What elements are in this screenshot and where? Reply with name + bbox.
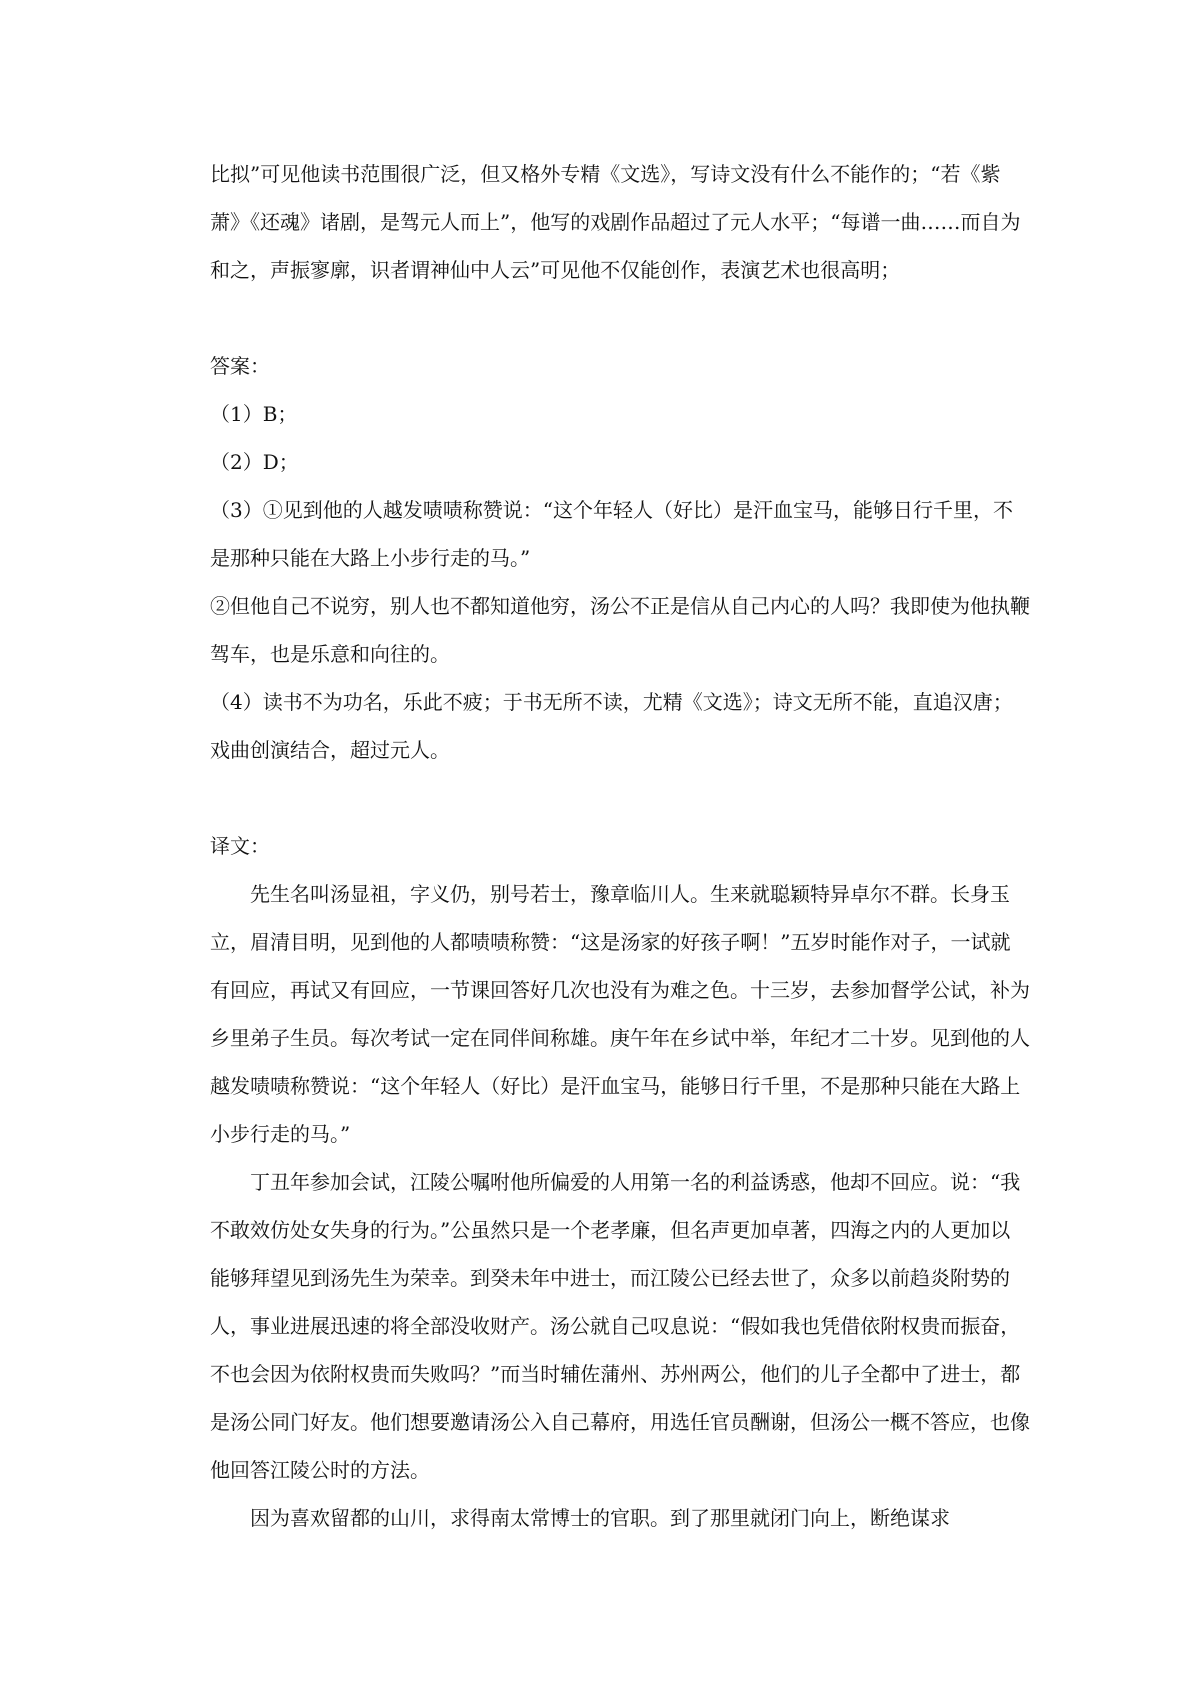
translation-paragraph-3: 因为喜欢留都的山川，求得南太常博士的官职。到了那里就闭门向上，断绝谋求 [250, 1506, 950, 1530]
answer-2: （2）D； [210, 450, 299, 474]
answers-heading: 答案： [210, 354, 270, 378]
answer-4: （4）读书不为功名，乐此不疲；于书无所不读，尤精《文选》；诗文无所不能，直追汉唐；戏曲创演结合，超过元人。 [210, 690, 1013, 762]
analysis-paragraph: 比拟”可见他读书范围很广泛，但又格外专精《文选》，写诗文没有什么不能作的；“若《紫萧》《还魂》诸剧，是驾元人而上”，他写的戏剧作品超过了元人水平；“每谱一曲……而自为和之，声振寥廓，识者谓神仙中人云”可见他不仅能创作，表演艺术也很高明； [210, 162, 1021, 282]
translation-paragraph-2: 丁丑年参加会试，江陵公嘱咐他所偏爱的人用第一名的利益诱惑，他却不回应。说：“我不敢效仿处女失身的行为。”公虽然只是一个老孝廉，但名声更加卓著，四海之内的人更加以能够拜望见到汤先生为荣幸。到癸未年中进士，而江陵公已经去世了，众多以前趋炎附势的人，事业进展迅速的将全部没收财产。汤公就自己叹息说：“假如我也凭借依附权贵而振奋，不也会因为依附权贵而失败吗？”而当时辅佐蒲州、苏州两公，他们的儿子全都中了进士，都是汤公同门好友。他们想要邀请汤公入自己幕府，用选任官员酬谢，但汤公一概不答应，也像他回答江陵公时的方法。 [210, 1170, 1030, 1482]
spacer [210, 294, 1030, 342]
translation-paragraph-1: 先生名叫汤显祖，字义仍，别号若士，豫章临川人。生来就聪颖特异卓尔不群。长身玉立，眉清目明，见到他的人都啧啧称赞：“这是汤家的好孩子啊！”五岁时能作对子，一试就有回应，再试又有回应，一节课回答好几次也没有为难之色。十三岁，去参加督学公试，补为乡里弟子生员。每次考试一定在同伴间称雄。庚午年在乡试中举，年纪才二十岁。见到他的人越发啧啧称赞说：“这个年轻人（好比）是汗血宝马，能够日行千里，不是那种只能在大路上小步行走的马。” [210, 882, 1030, 1146]
answer-1: （1）B； [210, 402, 298, 426]
answer-3-part-1: （3）①见到他的人越发啧啧称赞说：“这个年轻人（好比）是汗血宝马，能够日行千里，不是那种只能在大路上小步行走的马。” [210, 498, 1013, 570]
document-body [210, 150, 1030, 1542]
spacer [210, 774, 1030, 822]
answer-3-part-2: ②但他自己不说穷，别人也不都知道他穷，汤公不正是信从自己内心的人吗？我即使为他执鞭驾车，也是乐意和向往的。 [210, 594, 1030, 666]
translation-heading: 译文： [210, 834, 270, 858]
